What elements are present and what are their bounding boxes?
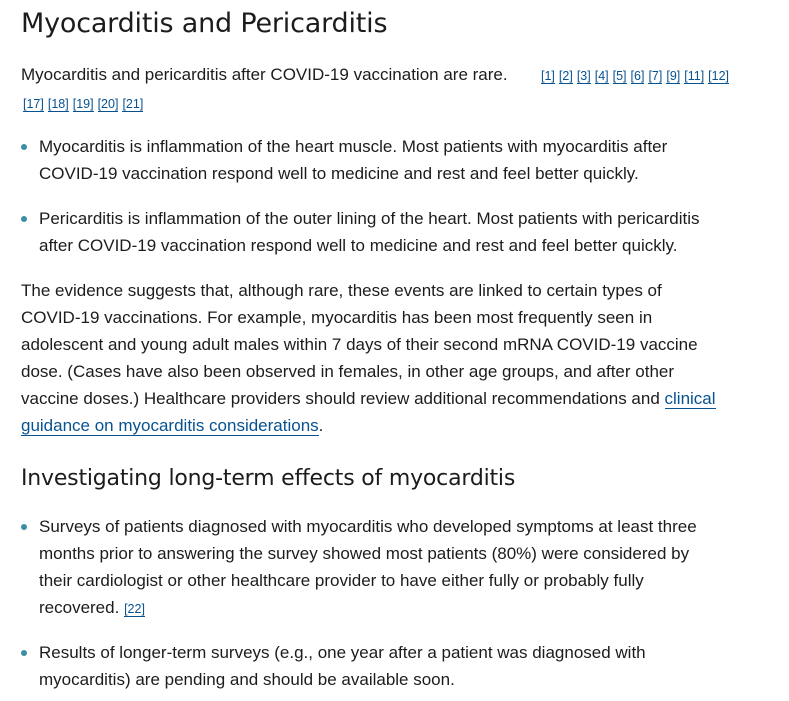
bullet-text: Results of longer-term surveys (e.g., one year after a patient was diagnosed with [39,643,646,662]
bullet-dot-icon [21,650,27,656]
evidence-text: COVID-19 vaccinations. For example, myocarditis has been most frequently seen in [21,308,653,327]
reference-link[interactable]: [12] [708,69,730,83]
bullet-text: Surveys of patients diagnosed with myocarditis who developed symptoms at least three [39,517,697,536]
reference-link[interactable]: [17] [23,97,44,111]
list-item [21,639,781,693]
bullet-text: COVID-19 vaccination respond well to medicine and rest and feel better quickly. [39,164,639,183]
reference-link[interactable]: [21] [122,97,144,111]
bullet-text: Myocarditis is inflammation of the heart muscle. Most patients with myocarditis after [39,137,668,156]
evidence-text: The evidence suggests that, although rare, these events are linked to certain types of [21,281,662,300]
evidence-paragraph [21,277,781,439]
clinical-guidance-link[interactable]: guidance on myocarditis considerations [21,416,319,435]
reference-link[interactable]: [18] [47,97,69,111]
reference-link[interactable]: [1] [541,69,555,83]
bullet-text: months prior to answering the survey showed most patients (80%) were considered by [39,544,690,563]
reference-link[interactable]: [7] [648,69,663,83]
bullet-text: recovered. [39,598,120,617]
evidence-text: vaccine doses.) Healthcare providers should review additional recommendations and [21,389,665,408]
reference-link[interactable]: [4] [594,69,609,83]
reference-link[interactable]: [9] [666,69,681,83]
reference-link[interactable]: [19] [72,97,94,111]
reference-link[interactable]: [2] [558,69,573,83]
reference-link[interactable]: [22] [124,602,145,616]
section-heading: Investigating long-term effects of myocarditis [21,466,516,491]
reference-link[interactable]: [6] [630,69,645,83]
bullet-text: myocarditis) are pending and should be available soon. [39,670,455,689]
bullet-dot-icon [21,524,27,530]
evidence-text: dose. (Cases have also been observed in females, in other age groups, and after other [21,362,675,381]
bullet-text: Pericarditis is inflammation of the outer lining of the heart. Most patients with pericarditis [39,209,700,228]
bullet-dot-icon [21,144,27,150]
reference-link[interactable]: [5] [612,69,627,83]
reference-link[interactable]: [11] [684,69,705,83]
intro-paragraph [21,61,508,88]
clinical-guidance-link[interactable]: clinical [664,389,716,408]
intro-references-line1 [541,68,729,84]
reference-link[interactable]: [3] [576,69,591,83]
bullet-dot-icon [21,216,27,222]
intro-references-line2 [23,96,143,112]
evidence-text: adolescent and young adult males within 7 days of their second mRNA COVID-19 vaccine [21,335,698,354]
bullet-text: their cardiologist or other healthcare provider to have either fully or probably fully [39,571,644,590]
bullet-text: after COVID-19 vaccination respond well to medicine and rest and feel better quickly. [39,236,678,255]
page-title: Myocarditis and Pericarditis [21,8,388,39]
list-item [21,513,781,621]
evidence-text: . [318,416,324,435]
list-item [21,205,781,259]
list-item [21,133,781,187]
intro-text: Myocarditis and pericarditis after COVID-19 vaccination are rare. [21,65,508,84]
reference-link[interactable]: [20] [97,97,119,111]
